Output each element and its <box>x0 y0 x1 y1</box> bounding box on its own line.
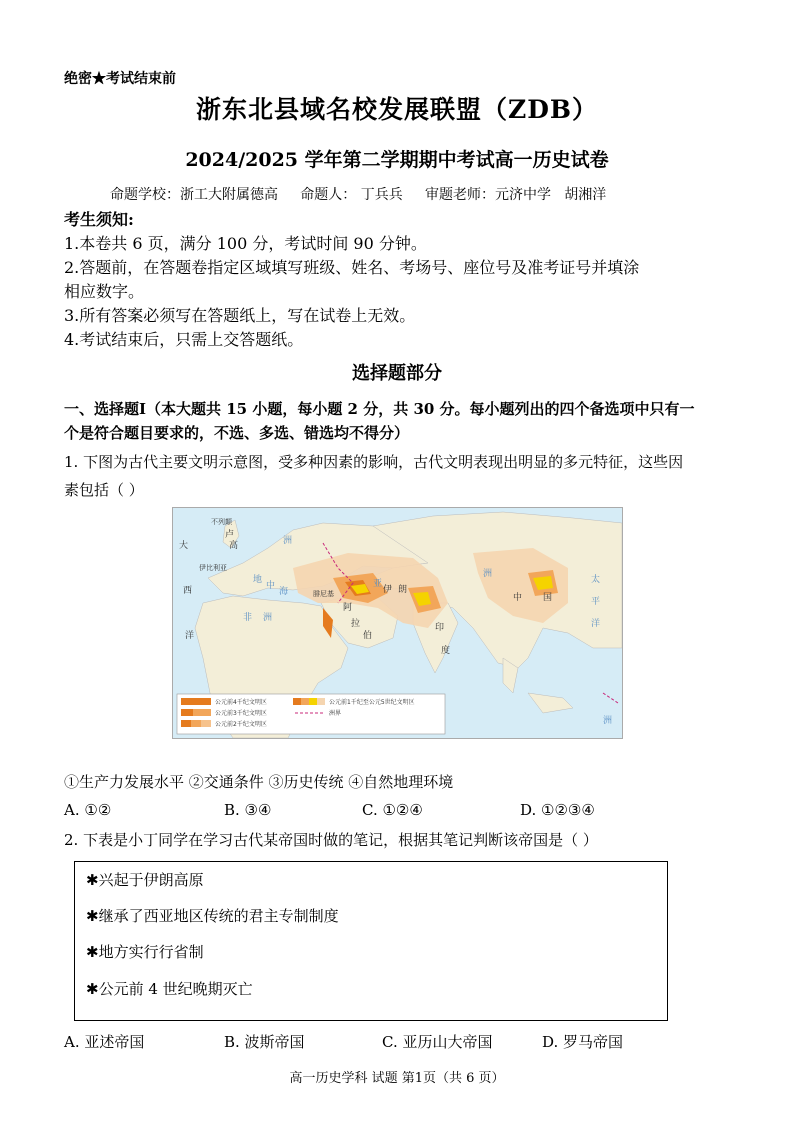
exam-subtitle: 2024/2025 学年第二学期期中考试高一历史试卷 <box>185 149 609 171</box>
map-label: 非 <box>243 613 253 623</box>
exam-title: 浙东北县域名校发展联盟（ZDB） <box>195 95 599 124</box>
map-label: 海 <box>279 587 289 597</box>
map-label: 国 <box>543 593 553 603</box>
notice-item: 1.本卷共 6 页，满分 100 分，考试时间 90 分钟。 <box>64 234 427 253</box>
question-1-factors: ①生产力发展水平 ②交通条件 ③历史传统 ④自然地理环境 <box>64 773 454 791</box>
map-label: 洋 <box>185 631 195 641</box>
map-label: 中 <box>266 581 276 591</box>
legend-label: 公元前3千纪文明区 <box>215 710 267 717</box>
question-1-stem: 素包括（ ） <box>64 481 144 499</box>
question-1-option-d[interactable]: D. ①②③④ <box>520 801 595 819</box>
note-item: ✱地方实行行省制 <box>86 943 204 961</box>
question-1-option-c[interactable]: C. ①②④ <box>362 801 423 819</box>
exam-meta: 命题学校：浙工大附属德高 命题人： 丁兵兵 审题老师：元济中学 胡湘洋 <box>110 187 607 203</box>
legend-label: 公元前2千纪文明区 <box>215 721 267 728</box>
map-label: 中 <box>513 593 523 603</box>
legend-label: 公元前4千纪文明区 <box>215 699 267 706</box>
map-label: 伊 <box>383 585 393 595</box>
map-label: 太 <box>591 575 601 585</box>
map-label: 朗 <box>398 585 408 595</box>
map-label: 大 <box>179 541 189 551</box>
note-item: ✱公元前 4 世纪晚期灭亡 <box>86 980 253 998</box>
question-2-option-d[interactable]: D. 罗马帝国 <box>542 1033 624 1051</box>
notice-item: 4.考试结束后，只需上交答题纸。 <box>64 330 304 349</box>
map-label: 洲 <box>263 613 273 623</box>
map-label: 洲 <box>283 536 293 546</box>
map-label: 洲 <box>483 569 493 579</box>
question-2-option-a[interactable]: A. 亚述帝国 <box>64 1033 145 1051</box>
map-label: 印 <box>435 623 445 633</box>
notice-item: 2.答题前，在答题卷指定区域填写班级、姓名、考场号、座位号及准考证号并填涂 <box>64 258 640 277</box>
notice-item: 3.所有答案必须写在答题纸上，写在试卷上无效。 <box>64 306 416 325</box>
question-1-stem: 1. 下图为古代主要文明示意图，受多种因素的影响，古代文明表现出明显的多元特征，这些因 <box>64 453 684 471</box>
note-item: ✱继承了西亚地区传统的君主专制制度 <box>86 907 339 925</box>
legend-label: 洲界 <box>329 710 342 717</box>
notice-heading: 考生须知: <box>64 210 134 229</box>
question-2-option-b[interactable]: B. 波斯帝国 <box>224 1033 305 1051</box>
notice-item: 相应数字。 <box>64 282 145 301</box>
map-label: 西 <box>183 586 193 596</box>
question-1-option-a[interactable]: A. ①② <box>64 801 112 819</box>
part-instructions: 个是符合题目要求的，不选、多选、错选均不得分） <box>64 424 410 442</box>
map-label: 腓尼基 <box>313 590 334 598</box>
map-label: 卢 <box>225 530 235 540</box>
section-title: 选择题部分 <box>352 363 442 384</box>
map-label: 地 <box>253 575 263 585</box>
question-1-option-b[interactable]: B. ③④ <box>224 801 272 819</box>
map-label: 阿 <box>343 603 353 613</box>
map-label: 伊比利亚 <box>199 564 227 572</box>
question-2-option-c[interactable]: C. 亚历山大帝国 <box>382 1033 493 1051</box>
map-label: 高 <box>229 541 239 551</box>
map-label: 拉 <box>351 619 361 629</box>
page-footer: 高一历史学科 试题 第1页（共 6 页） <box>289 1071 505 1086</box>
map-label: 洲 <box>603 716 613 726</box>
map-label: 度 <box>441 646 451 656</box>
map-label: 洋 <box>591 619 601 629</box>
map-label: 亚 <box>373 579 383 589</box>
legend-label: 公元前1千纪至公元5世纪文明区 <box>329 699 415 706</box>
map-label: 不列颠 <box>211 518 232 526</box>
note-item: ✱兴起于伊朗高原 <box>86 871 204 889</box>
secret-label: 绝密★考试结束前 <box>64 71 176 87</box>
map-label: 平 <box>591 597 601 607</box>
part-instructions: 一、选择题Ⅰ（本大题共 15 小题，每小题 2 分，共 30 分。每小题列出的四个备选项中只有一 <box>64 400 695 418</box>
map-label: 伯 <box>363 631 373 641</box>
question-2-stem: 2. 下表是小丁同学在学习古代某帝国时做的笔记，根据其笔记判断该帝国是（ ） <box>64 831 598 849</box>
ancient-civilizations-map <box>172 507 623 739</box>
